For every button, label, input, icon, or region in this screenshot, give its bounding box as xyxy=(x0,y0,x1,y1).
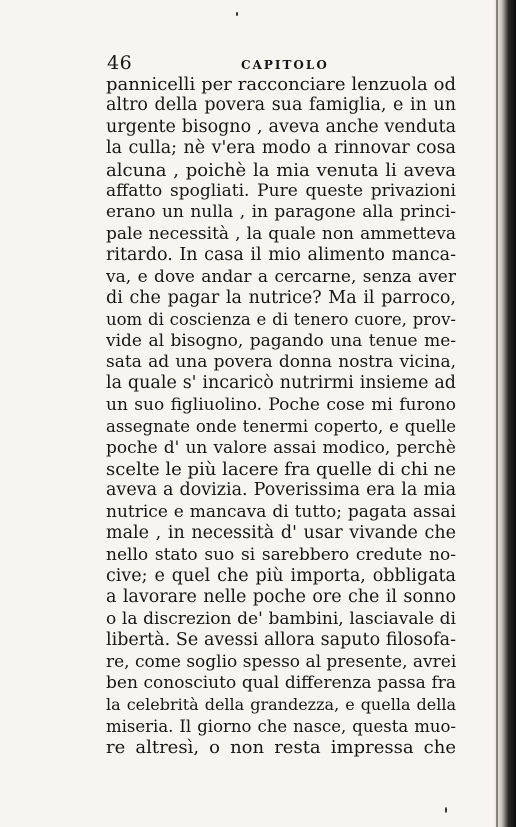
text-line: ben conosciuto qual differenza passa fra xyxy=(106,672,456,693)
text-line: urgente bisogno , aveva anche venduta xyxy=(106,116,456,137)
text-line: nutrice e mancava di tutto; pagata assai xyxy=(106,501,456,522)
text-line: miseria. Il giorno che nasce, questa muo- xyxy=(106,716,456,736)
text-line: vide al bisogno, pagando una tenue me- xyxy=(106,330,456,351)
binding-shadow-line xyxy=(496,0,498,827)
text-line: altro della povera sua famiglia, e in un xyxy=(106,95,456,116)
text-line: sata ad una povera donna nostra vicina, xyxy=(106,352,456,373)
text-line: pale necessità , la quale non ammetteva xyxy=(106,223,456,244)
text-line: di che pagar la nutrice? Ma il parroco, xyxy=(106,287,456,308)
running-head: CAPITOLO xyxy=(241,58,329,72)
text-line: la culla; nè v'era modo a rinnovar cosa xyxy=(106,138,456,159)
text-line: re altresì, o non resta impressa che xyxy=(106,737,456,759)
text-line: la quale s' incaricò nutrirmi insieme ad xyxy=(106,373,456,394)
ink-speck xyxy=(445,807,447,813)
text-line: un suo figliuolino. Poche cose mi furono xyxy=(106,394,456,415)
text-line: ritardo. In casa il mio alimento manca- xyxy=(106,245,456,266)
text-line: aveva a dovizia. Poverissima era la mia xyxy=(106,480,456,501)
text-line: nello stato suo si sarebbero credute no- xyxy=(106,544,456,565)
text-line: libertà. Se avessi allora saputo filosofa- xyxy=(106,630,456,651)
body-text xyxy=(106,74,456,759)
text-line: va, e dove andar a cercarne, senza aver xyxy=(106,266,456,287)
text-line: la celebrità della grandezza, e quella della xyxy=(106,695,456,715)
text-line: alcuna , poichè la mia venuta li aveva xyxy=(106,159,456,181)
text-line: poche d' un valore assai modico, perchè xyxy=(106,437,456,458)
text-line: re, come soglio spesso al presente, avrei xyxy=(106,651,456,672)
text-line: assegnate onde tenermi coperto, e quelle xyxy=(106,417,456,437)
text-line: scelte le più lacere fra quelle di chi ne xyxy=(106,459,456,481)
ink-speck xyxy=(236,12,238,16)
text-line: uom di coscienza e di tenero cuore, prov- xyxy=(106,310,456,330)
text-line: a lavorare nelle poche ore che il sonno xyxy=(106,587,456,608)
text-line: o la discrezion de' bambini, lasciavale di xyxy=(106,608,456,629)
text-line: affatto spogliati. Pure queste privazioni xyxy=(106,180,456,201)
page-number: 46 xyxy=(107,52,133,74)
text-line: pannicelli per racconciare lenzuola od xyxy=(106,74,456,95)
text-line: cive; e quel che più importa, obbligata xyxy=(106,565,456,586)
text-line: male , in necessità d' usar vivande che xyxy=(106,523,456,544)
text-line: erano un nulla , in paragone alla princi- xyxy=(106,202,456,223)
